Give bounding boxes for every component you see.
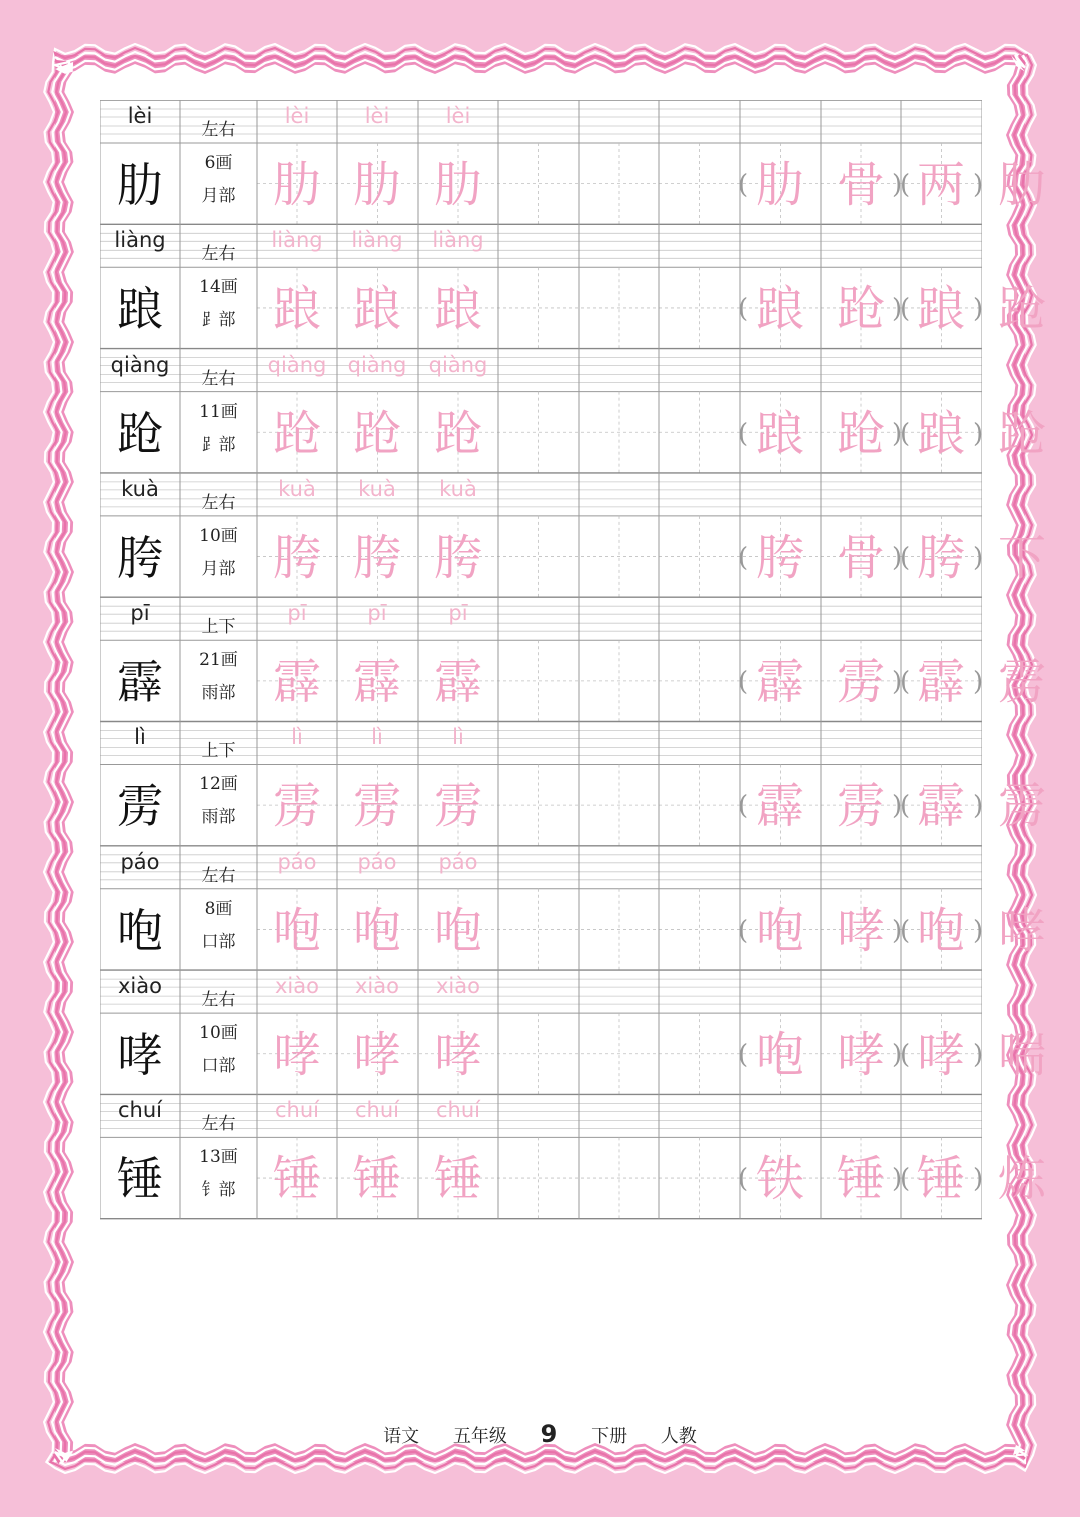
open-paren: ( [738,170,749,200]
trace-character: 肋 [272,157,321,213]
word-character: 雳 [836,778,885,835]
character-cell [100,349,180,473]
trace-character: 雳 [352,778,401,835]
word-character: 哮 [836,902,885,959]
footer-volume: 下册 [591,1426,628,1447]
open-paren: ( [900,667,911,698]
character-info [180,224,257,348]
character-cell [100,224,180,348]
character: 霹 [117,655,163,710]
character-cell [100,1094,180,1218]
page-number: 9 [540,1420,558,1448]
trace-pinyin: pī [448,601,468,626]
word-character: 雳 [997,778,1046,835]
word-character: 下 [997,529,1046,586]
word-character: 踉 [755,405,804,462]
structure-label: 左右 [201,368,236,389]
trace-pinyin: liàng [351,228,403,253]
open-paren: ( [738,915,749,946]
close-paren: ) [892,418,903,449]
word-character: 铁 [755,1151,804,1208]
open-paren: ( [900,1040,911,1071]
close-paren: ) [892,1040,903,1071]
word-character: 跄 [997,281,1046,338]
radical-label: 雨部 [201,683,236,704]
open-paren: ( [738,1164,749,1195]
character: 雳 [117,779,163,834]
stroke-count: 10画 [199,525,238,546]
open-paren: ( [738,294,749,325]
structure-label: 上下 [201,617,236,638]
word-character: 肋 [997,157,1046,213]
close-paren: ) [892,791,903,822]
character-row [100,970,1046,1094]
trace-character: 哮 [272,1027,321,1084]
structure-label: 左右 [201,244,236,265]
character: 踉 [117,282,163,337]
character: 哮 [117,1028,163,1083]
radical-label: 口部 [201,931,236,952]
structure-label: 左右 [201,120,236,140]
stroke-count: 10画 [199,1023,238,1044]
open-paren: ( [738,542,749,573]
close-paren: ) [892,1164,903,1195]
stroke-count: 13画 [199,1147,238,1168]
word-character: 跄 [836,281,885,338]
character: 咆 [117,903,163,958]
trace-character: 霹 [352,654,401,711]
close-paren: ) [892,915,903,946]
trace-character: 踉 [272,281,321,338]
word-character: 霹 [755,654,804,711]
word-character: 咆 [755,1027,804,1084]
open-paren: ( [900,791,911,822]
trace-character: 雳 [433,778,482,835]
character: 跄 [117,406,163,461]
trace-character: 霹 [272,654,321,711]
character-cell [100,100,180,224]
trace-character: 胯 [272,529,321,586]
close-paren: ) [973,170,984,200]
word-character: 哮 [916,1027,965,1084]
footer-grade: 五年级 [452,1426,507,1447]
character-info [180,100,257,224]
character-cell [100,473,180,597]
trace-character: 胯 [352,529,401,586]
character-row [100,597,1046,721]
trace-pinyin: chuí [275,1098,319,1123]
trace-pinyin: pī [367,601,387,626]
pinyin: lì [134,725,146,750]
close-paren: ) [892,170,903,200]
stroke-count: 11画 [199,401,238,422]
writing-grid [100,100,1046,1219]
character-info [180,597,257,721]
close-paren: ) [973,418,984,449]
trace-pinyin: xiào [275,974,319,999]
trace-pinyin: chuí [355,1098,399,1123]
close-paren: ) [973,915,984,946]
character-info [180,1094,257,1218]
trace-character: 咆 [352,902,401,959]
word-character: 跄 [997,405,1046,462]
word-character: 哮 [836,1027,885,1084]
pinyin: lèi [127,104,153,128]
word-character: 雳 [997,654,1046,711]
word-character: 霹 [755,778,804,835]
stroke-count: 6画 [204,153,233,173]
trace-pinyin: lì [371,725,383,750]
pinyin: xiào [118,974,162,999]
trace-pinyin: lèi [284,104,310,128]
word-character: 炼 [997,1151,1046,1208]
close-paren: ) [892,294,903,325]
pinyin: páo [120,849,160,874]
trace-pinyin: xiào [436,974,480,999]
word-character: 霹 [916,654,965,711]
close-paren: ) [973,542,984,573]
word-character: 踉 [916,405,965,462]
word-character: 霹 [916,778,965,835]
trace-character: 咆 [433,902,482,959]
trace-pinyin: kuà [439,476,477,501]
radical-label: 月部 [201,558,236,579]
pinyin: kuà [121,476,159,501]
structure-label: 上下 [201,741,236,762]
trace-character: 跄 [272,405,321,462]
character: 肋 [117,158,163,212]
word-character: 哮 [997,902,1046,959]
pinyin: chuí [118,1098,162,1123]
trace-character: 跄 [433,405,482,462]
character-info [180,473,257,597]
word-character: 喘 [997,1027,1046,1084]
character-cell [100,721,180,845]
word-character: 胯 [916,529,965,586]
trace-pinyin: lèi [445,104,471,128]
close-paren: ) [892,542,903,573]
trace-pinyin: xiào [355,974,399,999]
trace-pinyin: kuà [278,476,316,501]
character-info [180,846,257,970]
word-character: 锤 [916,1151,965,1208]
radical-label: 月部 [201,186,236,206]
radical-label: ⻊部 [201,310,236,331]
character-cell [100,970,180,1094]
trace-pinyin: kuà [358,476,396,501]
character-row [100,1094,1046,1218]
character: 锤 [117,1152,163,1207]
character-info [180,721,257,845]
word-character: 咆 [755,902,804,959]
word-character: 骨 [836,157,885,213]
structure-label: 左右 [201,492,236,513]
open-paren: ( [900,1164,911,1195]
structure-label: 左右 [201,1114,236,1135]
pinyin: liàng [114,228,166,253]
footer-subject: 语文 [383,1426,420,1447]
trace-pinyin: liàng [271,228,323,253]
word-character: 跄 [836,405,885,462]
character-row [100,100,1046,224]
trace-pinyin: chuí [436,1098,480,1123]
close-paren: ) [973,791,984,822]
open-paren: ( [738,791,749,822]
character-info [180,349,257,473]
close-paren: ) [973,294,984,325]
page-footer [0,1420,1080,1448]
open-paren: ( [738,1040,749,1071]
open-paren: ( [900,915,911,946]
open-paren: ( [738,418,749,449]
trace-pinyin: qiàng [267,352,327,377]
radical-label: ⻊部 [201,434,236,455]
pinyin: qiàng [110,352,170,377]
trace-character: 哮 [352,1027,401,1084]
word-character: 锤 [836,1151,885,1208]
open-paren: ( [900,170,911,200]
character-row [100,473,1046,597]
trace-pinyin: qiàng [347,352,407,377]
stroke-count: 14画 [199,277,238,298]
stroke-count: 12画 [199,774,238,795]
trace-character: 跄 [352,405,401,462]
character-row [100,721,1046,845]
trace-pinyin: lì [452,725,464,750]
open-paren: ( [738,667,749,698]
character-info [180,970,257,1094]
open-paren: ( [900,542,911,573]
character-row [100,224,1046,348]
trace-character: 霹 [433,654,482,711]
character: 胯 [117,530,163,585]
close-paren: ) [973,1164,984,1195]
trace-pinyin: liàng [432,228,484,253]
trace-character: 锤 [352,1151,401,1208]
trace-pinyin: páo [438,849,478,874]
word-character: 肋 [755,157,804,213]
close-paren: ) [973,1040,984,1071]
word-character: 咆 [916,902,965,959]
trace-character: 锤 [433,1151,482,1208]
close-paren: ) [892,667,903,698]
radical-label: 口部 [201,1056,236,1077]
trace-pinyin: qiàng [428,352,488,377]
structure-label: 左右 [201,865,236,886]
character-cell [100,597,180,721]
word-character: 雳 [836,654,885,711]
trace-character: 哮 [433,1027,482,1084]
trace-character: 雳 [272,778,321,835]
trace-character: 肋 [433,157,482,213]
trace-pinyin: lèi [364,104,390,128]
stroke-count: 21画 [199,650,238,671]
trace-pinyin: páo [277,849,317,874]
trace-character: 咆 [272,902,321,959]
trace-pinyin: pī [287,601,307,626]
radical-label: 钅部 [201,1180,236,1201]
word-character: 踉 [755,281,804,338]
stroke-count: 8画 [204,898,233,919]
trace-character: 肋 [352,157,401,213]
structure-label: 左右 [201,990,236,1011]
trace-pinyin: lì [291,725,303,750]
word-character: 骨 [836,529,885,586]
open-paren: ( [900,294,911,325]
word-character: 胯 [755,529,804,586]
trace-character: 胯 [433,529,482,586]
radical-label: 雨部 [201,807,236,828]
footer-edition: 人教 [660,1426,697,1447]
trace-pinyin: páo [357,849,397,874]
open-paren: ( [900,418,911,449]
trace-character: 踉 [433,281,482,338]
word-character: 踉 [916,281,965,338]
character-row [100,846,1046,970]
trace-character: 踉 [352,281,401,338]
pinyin: pī [130,601,150,626]
character-row [100,349,1046,473]
character-cell [100,846,180,970]
trace-character: 锤 [272,1151,321,1208]
word-character: 两 [916,157,965,213]
close-paren: ) [973,667,984,698]
